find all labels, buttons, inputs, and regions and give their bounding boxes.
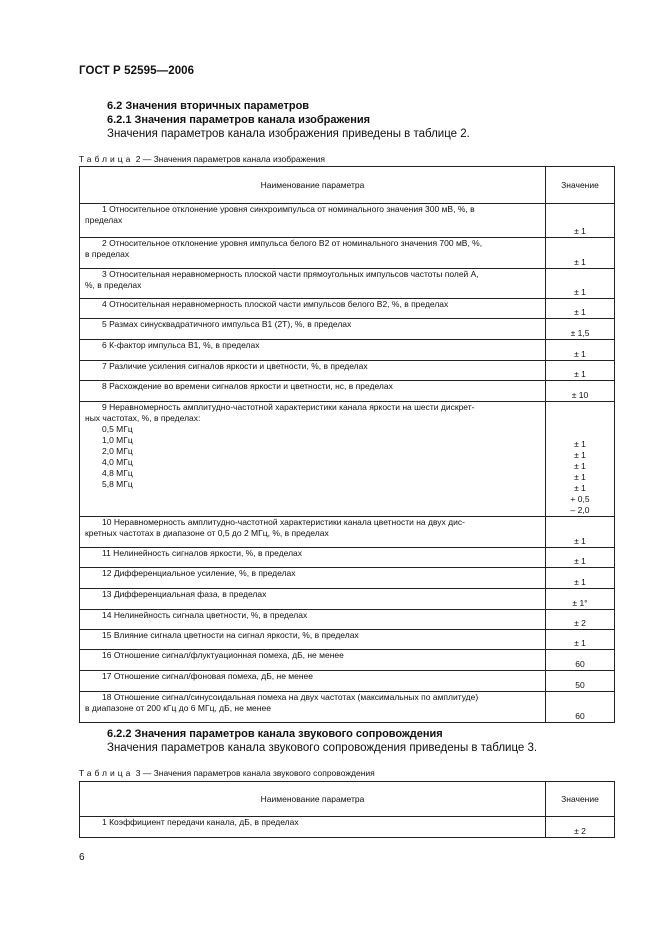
table2 — [79, 166, 615, 723]
param-cell — [80, 671, 546, 692]
param-text: 11 Нелинейность сигналов яркости, %, в пределах — [102, 548, 303, 558]
param-text: 18 Отношение сигнал/синусоидальная помеха на двух частотах (максимальных по амплитуде) — [102, 692, 479, 702]
value-cell: 60 — [546, 650, 615, 671]
value-cell: ± 1 ± 1 ± 1 ± 1 ± 1 + 0,5 – 2,0 — [546, 402, 615, 517]
value-cell: ± 1 — [546, 548, 615, 568]
param-cell — [80, 319, 546, 340]
param-cell — [80, 610, 546, 630]
table-row — [80, 650, 615, 671]
param-text: 5 Размах синусквадратичного импульса В1 (2Т), %, в пределах — [102, 319, 352, 329]
table-row — [80, 817, 615, 838]
sub-frequency: 2,0 МГц — [102, 446, 133, 456]
param-text: 1 Коэффициент передачи канала, дБ, в пределах — [102, 817, 299, 827]
header-value: Значение — [546, 782, 615, 817]
param-text-continued: кретных частотах в диапазоне от 0,5 до 2 МГц, %, в пределах — [85, 528, 329, 538]
value-cell: ± 1 — [546, 340, 615, 361]
param-text: 13 Дифференциальная фаза, в пределах — [102, 589, 267, 599]
param-text-continued: ных частотах, %, в пределах: — [85, 413, 201, 423]
table-row — [80, 402, 615, 517]
sub-frequency: 5,8 МГц — [102, 479, 133, 489]
table-row — [80, 299, 615, 319]
value-cell: ± 1 — [546, 238, 615, 269]
table3-caption: Таблица 3 — Значения параметров канала звукового сопровождения — [79, 768, 375, 778]
param-text: 1 Относительное отклонение уровня синхроимпульса от номинального значения 300 мВ, %, в — [102, 204, 475, 214]
table2-caption: Таблица 2 — Значения параметров канала изображения — [79, 154, 326, 164]
table-row — [80, 238, 615, 269]
header-param: Наименование параметра — [80, 782, 546, 817]
param-cell — [80, 630, 546, 650]
subsection-title-sound: 6.2.2 Значения параметров канала звукового сопровождения — [107, 728, 443, 740]
param-cell — [80, 817, 546, 838]
value-cell: ± 1 — [546, 269, 615, 299]
param-text-continued: %, в пределах — [85, 280, 142, 290]
header-param: Наименование параметра — [80, 167, 546, 204]
param-cell — [80, 238, 546, 269]
table3 — [79, 781, 615, 838]
param-text-continued: в диапазоне от 200 кГц до 6 МГц, дБ, не менее — [85, 703, 271, 713]
param-text: 2 Относительное отклонение уровня импульса белого В2 от номинального значения 700 мВ, %, — [102, 238, 483, 248]
param-text: 10 Неравномерность амплитудно-частотной характеристики канала цветности на двух дис- — [102, 517, 465, 527]
param-cell — [80, 402, 546, 517]
value-cell: ± 2 — [546, 610, 615, 630]
sub-frequency: 0,5 МГц — [102, 424, 133, 434]
page-number: 6 — [79, 852, 85, 863]
param-cell — [80, 650, 546, 671]
param-cell — [80, 517, 546, 548]
param-cell — [80, 568, 546, 589]
param-text: 14 Нелинейность сигнала цветности, %, в пределах — [102, 610, 308, 620]
param-text: 8 Расхождение во времени сигналов яркости и цветности, нс, в пределах — [102, 381, 393, 391]
param-text: 3 Относительная неравномерность плоской части прямоугольных импульсов частоты полей А, — [102, 269, 479, 279]
value-cell: ± 1 — [546, 568, 615, 589]
table-row — [80, 610, 615, 630]
param-text: 4 Относительная неравномерность плоской части импульсов белого В2, %, в пределах — [102, 299, 449, 309]
value-cell: ± 1° — [546, 589, 615, 610]
table-row — [80, 568, 615, 589]
table-row — [80, 692, 615, 723]
param-cell — [80, 548, 546, 568]
param-cell — [80, 692, 546, 723]
subsection-text-sound: Значения параметров канала звукового сопровождения приведены в таблице 3. — [107, 742, 538, 754]
param-text-continued: в пределах — [85, 249, 130, 259]
table-row — [80, 204, 615, 238]
value-cell: ± 10 — [546, 381, 615, 402]
value-cell: 60 — [546, 692, 615, 723]
table3-header-row — [80, 782, 615, 817]
param-cell — [80, 381, 546, 402]
param-text: 12 Дифференциальное усиление, %, в пределах — [102, 568, 296, 578]
table-row — [80, 630, 615, 650]
param-text: 16 Отношение сигнал/флуктуационная помеха, дБ, не менее — [102, 650, 344, 660]
subsection-text-image: Значения параметров канала изображения приведены в таблице 2. — [107, 128, 470, 140]
param-cell — [80, 589, 546, 610]
value-cell: ± 1 — [546, 517, 615, 548]
header-value: Значение — [546, 167, 615, 204]
sub-frequency: 1,0 МГц — [102, 435, 133, 445]
table-row — [80, 340, 615, 361]
table-row — [80, 671, 615, 692]
value-cell: ± 1 — [546, 361, 615, 381]
value-cell: ± 1 — [546, 630, 615, 650]
table-row — [80, 548, 615, 568]
table-row — [80, 269, 615, 299]
table2-header-row — [80, 167, 615, 204]
subsection-title-image: 6.2.1 Значения параметров канала изображения — [107, 114, 371, 126]
sub-frequency: 4,0 МГц — [102, 457, 133, 467]
param-cell — [80, 269, 546, 299]
param-cell — [80, 299, 546, 319]
table-row — [80, 381, 615, 402]
value-cell: ± 1 — [546, 204, 615, 238]
param-text-continued: пределах — [85, 215, 123, 225]
value-cell: 50 — [546, 671, 615, 692]
value-cell: ± 1 — [546, 299, 615, 319]
param-text: 15 Влияние сигнала цветности на сигнал яркости, %, в пределах — [102, 630, 359, 640]
param-text: 9 Неравномерность амплитудно-частотной характеристики канала яркости на шести дискрет- — [102, 402, 475, 412]
param-cell — [80, 340, 546, 361]
param-text: 6 К-фактор импульса В1, %, в пределах — [102, 340, 260, 350]
document-header: ГОСТ Р 52595—2006 — [79, 65, 195, 77]
table-row — [80, 589, 615, 610]
value-cell: ± 2 — [546, 817, 615, 838]
value-cell: ± 1,5 — [546, 319, 615, 340]
table-row — [80, 319, 615, 340]
sub-frequency: 4,8 МГц — [102, 468, 133, 478]
param-text: 7 Различие усиления сигналов яркости и цветности, %, в пределах — [102, 361, 368, 371]
table-row — [80, 517, 615, 548]
param-cell — [80, 361, 546, 381]
param-text: 17 Отношение сигнал/фоновая помеха, дБ, не менее — [102, 671, 313, 681]
param-cell — [80, 204, 546, 238]
section-title: 6.2 Значения вторичных параметров — [107, 100, 310, 112]
table-row — [80, 361, 615, 381]
